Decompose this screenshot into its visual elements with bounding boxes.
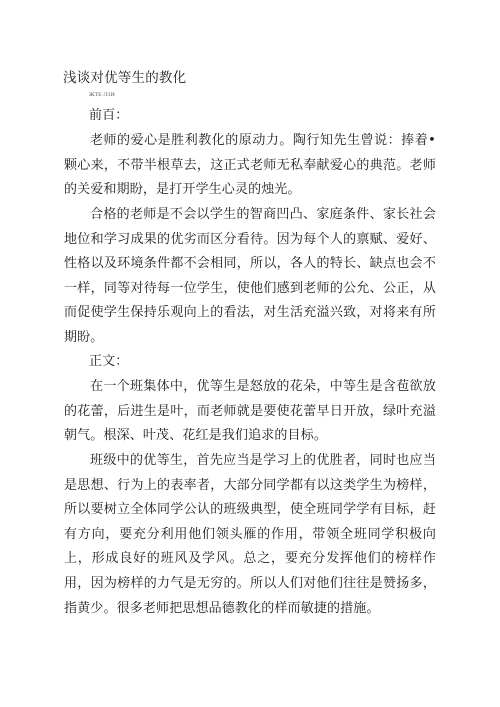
document-title: 浅谈对优等生的教化	[63, 70, 187, 86]
preface-label: 前百：	[89, 108, 129, 123]
paragraph-body-2: 班级中的优等生，首先应当是学习上的优胜者，同时也应当是思想、行为上的表率者，大部分同学都有以这类学生为榜样，所以要树立全体同学公认的班级典型，使全班同学学有目标，赶有方向，要充分利用他们领头雁的作用，带领全班同学积极向上，形成良好的班风及学风。总之，要充分发挥他们的榜样作用，因为榜样的力气是无穷的。所以人们对他们往往是赞扬多，指黄少。很多老师把思想品德教化的样而敏捷的措施。	[64, 453, 436, 616]
paragraph-body-1: 在一个班集体中，优等生是怒放的花朵，中等生是含苞欲放的花蕾，后进生是叶，而老师就是要使花蕾早日开放，绿叶充溢朝气。根深、叶茂、花红是我们追求的目标。	[64, 379, 436, 444]
body-label: 正文：	[89, 354, 129, 369]
paragraph-intro-2: 合格的老师是不会以学生的智商凹凸、家庭条件、家长社会地位和学习成果的优劣而区分看待。因为每个人的禀赋、爱好、性格以及环境条件都不会相同，所以，各人的特长、缺点也会不一样，同等对待每一位学生，使他们感到老师的公允、公正，从而促使学生保持乐观向上的看法，对生活充溢兴致，对将来有所期盼。	[64, 207, 436, 345]
document-subtitle: ЖТЕ·ЛЗИ	[89, 92, 115, 98]
paragraph-intro-1: 老师的爱心是胜利教化的原动力。陶行知先生曾说：捧着•颗心来，不带半根草去，这正式老师无私奉献爱心的典范。老师的关爱和期盼，是打开学生心灵的烛光。	[64, 133, 436, 198]
